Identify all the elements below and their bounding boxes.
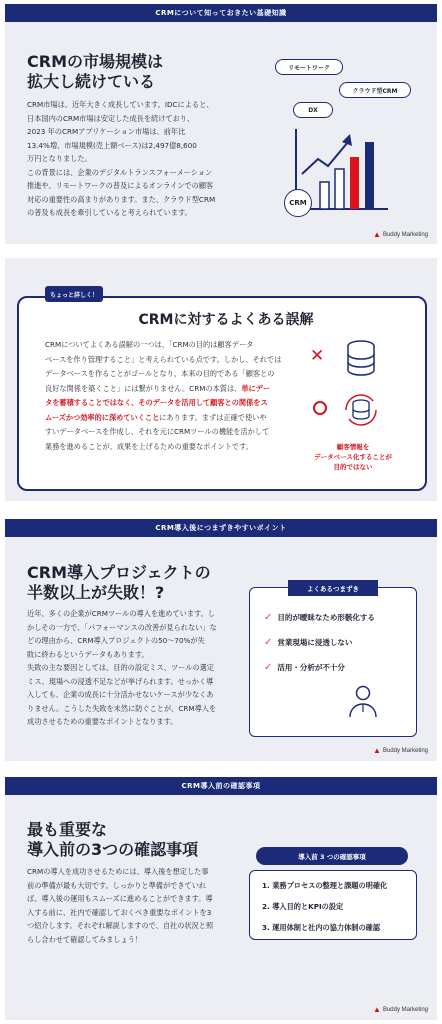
checklist-header: 導入前 3 つの確認事項 [256, 847, 408, 865]
database-icon [345, 340, 377, 376]
checklist-panel [249, 870, 417, 940]
list-item: 1. 業務プロセスの整理と課題の明確化 [262, 881, 388, 890]
section-bar: CRMについて知っておきたい基礎知識 [5, 4, 437, 22]
check-icon: ✓ [264, 612, 273, 623]
section-bar: CRM導入前の確認事項 [5, 777, 437, 795]
section-misconception [5, 258, 437, 501]
pill-dx: DX [293, 102, 333, 118]
database-cycle-icon [340, 390, 382, 430]
section-bar: CRM導入後につまずきやすいポイント [5, 519, 437, 537]
pill-cloud-crm: クラウド型CRM [339, 82, 411, 98]
section-failure [5, 519, 437, 761]
brand-logo: ▲ Buddy Marketing [373, 746, 428, 755]
list-item: ✓ 活用・分析が不十分 [264, 662, 345, 673]
section-title: CRM導入プロジェクトの 半数以上が失敗！? [27, 563, 211, 602]
pill-remote-work: リモートワーク [275, 59, 343, 75]
tag-label: ちょっと詳しく！ [45, 286, 103, 302]
list-item: ✓ 目的が曖昧なため形骸化する [264, 612, 375, 623]
brand-logo: ▲ Buddy Marketing [373, 230, 428, 239]
panel-header: よくあるつまずき [288, 580, 378, 596]
circle-icon [313, 401, 327, 415]
list-item: ✓ 営業現場に浸透しない [264, 637, 353, 648]
section-title: CRMに対するよくある誤解 [138, 312, 314, 328]
crm-badge: CRM [284, 189, 312, 217]
list-item: 2. 導入目的とKPIの設定 [262, 902, 344, 911]
brand-logo: ▲ Buddy Marketing [373, 1005, 428, 1014]
section-body: CRM市場は、近年大きく成長しています。IDCによると、 日本国内のCRM市場は安定した成長を続けており、 2023 年のCRMアプリケーション市場は、前年比 13.4%増、市場規模(売上額ベース)は2,497億8,600 万円となりました。 この背景には、企業のデジタルトランスフォーメーション 推進や、リモートワークの普及によるオンラインでの顧客 対応の重要性の高まりがあります。また、クラウド型CRM の普及も成長を牽引していると考えられています。 [27, 100, 216, 217]
cross-icon: ✕ [310, 346, 325, 366]
section-checklist [5, 777, 437, 1020]
list-item: 3. 運用体制と社内の協力体制の確認 [262, 923, 381, 932]
check-icon: ✓ [264, 662, 273, 673]
check-icon: ✓ [264, 637, 273, 648]
section-body: CRMについてよくある誤解の一つは、「CRMの目的は顧客データ ベースを作り管理すること」と考えられている点です。しかし、それでは データベースを作ることがゴールとなり、本来の目的である「顧客との 良好な関係を築くこと」には繋がりません。CRMの本質は、単にデー タを蓄積することではなく、そのデータを活用して顧客との関係をス ムーズかつ効率的に深めていくことにあります。まずは正確で使いや すいデータベースを作成し、それを元にCRMツールの機能を活かして 業務を進めることが、成果を上げるための重要なポイントです。 [45, 340, 282, 451]
section-title: CRMの市場規模は 拡大し続けている [27, 52, 163, 91]
caption: 顧客情報を データベース化することが 目的ではない [314, 443, 392, 471]
section-title: 最も重要な 導入前の3つの確認事項 [27, 820, 199, 859]
stumbling-panel [249, 584, 417, 737]
person-icon [345, 683, 381, 719]
section-body: 近年、多くの企業がCRMツールの導入を進めています。し かしその一方で、「パフォーマンスの改善が見られない」な どの理由から、CRM導入プロジェクトの50〜70%が失 敗に終わるというデータもあります。 失敗の主な要因としては、目的の設定ミス、ツールの選定 ミス、現場への浸透不足などが挙げられます。せっかく導 入しても、企業の成長に十分活かせないケースが少なくあ りません。こうした失敗を未然に防ぐことが、CRM導入を 成功させるための重要なポイントとなります。 [27, 609, 217, 726]
section-market [5, 4, 437, 244]
section-body: CRMの導入を成功させるためには、導入後を想定した事 前の準備が最も大切です。しっかりと準備ができていれ ば、導入後の運用もスムーズに進めることができます。導 入する前に、社内で確認しておくべき重要なポイントを3 つ紹介します。それぞれ解説しますので、自社の状況と照 らし合わせて確認してみましょう！ [27, 867, 214, 944]
